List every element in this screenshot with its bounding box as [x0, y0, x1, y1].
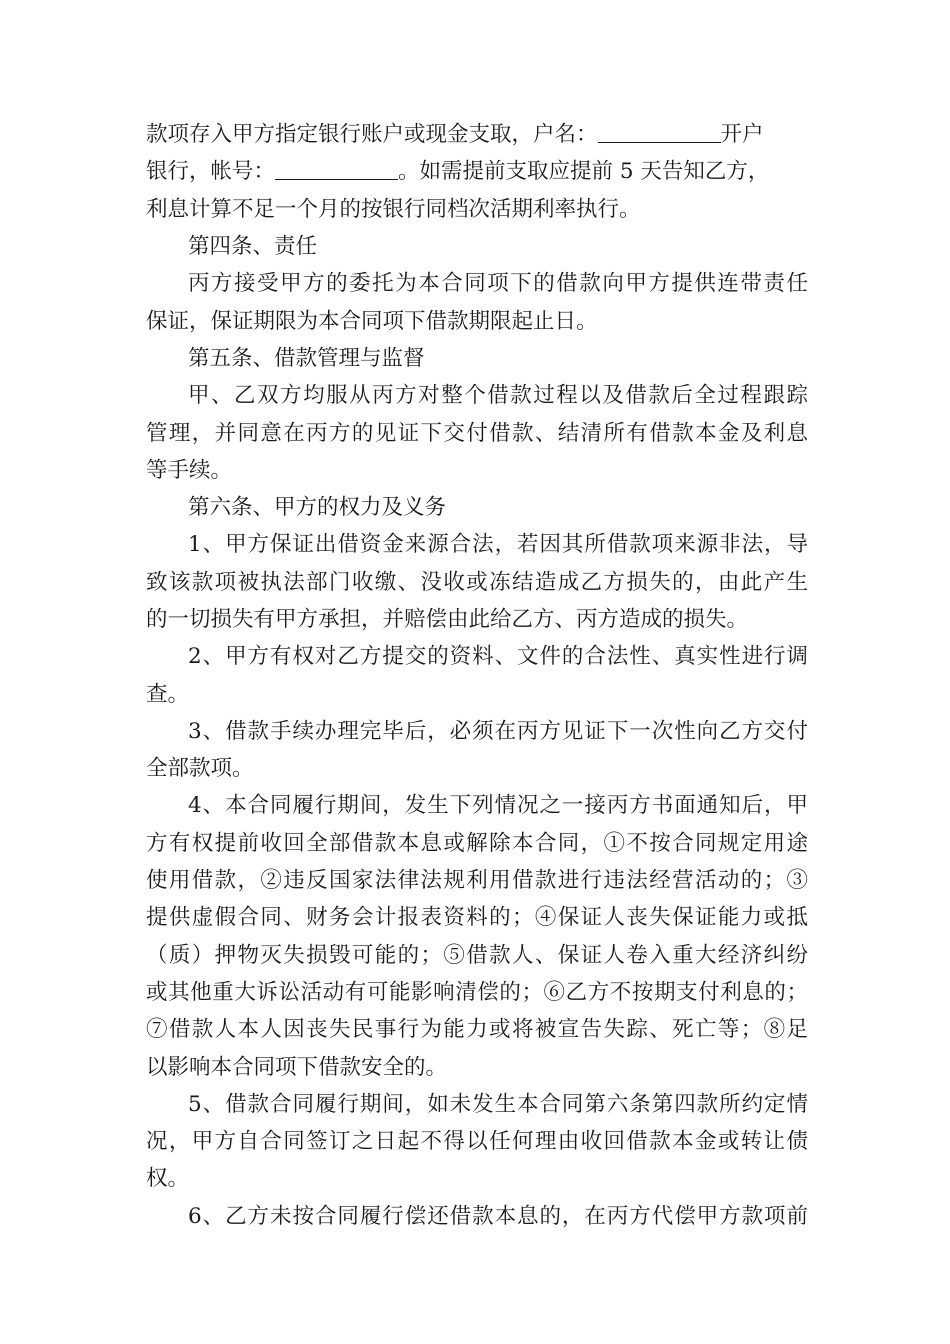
account-name-blank: [598, 122, 721, 143]
text-line: 4、本合同履行期间，发生下列情况之一接丙方书面通知后，甲: [188, 793, 808, 818]
text-line: 1、甲方保证出借资金来源合法，若因其所借款项来源非法，导: [188, 532, 808, 557]
text-line: 2、甲方有权对乙方提交的资料、文件的合法性、真实性进行调: [188, 644, 808, 669]
text-line: 况，甲方自合同签订之日起不得以任何理由收回借款本金或转让债: [146, 1129, 808, 1154]
text-line: 利息计算不足一个月的按银行同档次活期利率执行。: [146, 197, 641, 222]
text-line: 5、借款合同履行期间，如未发生本合同第六条第四款所约定情: [188, 1092, 808, 1117]
text-line: 丙方接受甲方的委托为本合同项下的借款向甲方提供连带责任: [188, 271, 808, 296]
text-line: 致该款项被执法部门收缴、没收或冻结造成乙方损失的，由此产生: [146, 570, 808, 595]
text-line: 等手续。: [146, 458, 233, 483]
section-heading: 第五条、借款管理与监督: [188, 346, 425, 371]
text-line: 6、乙方未按合同履行偿还借款本息的，在丙方代偿甲方款项前: [188, 1204, 808, 1229]
text-line: 全部款项。: [146, 756, 254, 781]
text-line: 3、借款手续办理完毕后，必须在丙方见证下一次性向乙方交付: [188, 719, 808, 744]
text-line: 银行，帐号： 。如需提前支取应提前 5 天告知乙方，: [146, 159, 770, 184]
text-line: 管理，并同意在丙方的见证下交付借款、结清所有借款本金及利息: [146, 421, 808, 446]
text-line: 保证，保证期限为本合同项下借款期限起止日。: [146, 309, 598, 334]
text-line: ⑦借款人本人因丧失民事行为能力或将被宣告失踪、死亡等；⑧足: [146, 1017, 808, 1042]
text-line: 权。: [146, 1166, 190, 1191]
section-heading: 第六条、甲方的权力及义务: [188, 495, 447, 520]
account-number-blank: [275, 159, 398, 180]
text-line: 款项存入甲方指定银行账户或现金支取，户名： 开户: [146, 122, 764, 147]
text-line: 方有权提前收回全部借款本息或解除本合同，①不按合同规定用途: [146, 831, 808, 856]
text-line: 以影响本合同项下借款安全的。: [146, 1055, 448, 1080]
text-line: 甲、乙双方均服从丙方对整个借款过程以及借款后全过程跟踪: [188, 383, 808, 408]
section-heading: 第四条、责任: [188, 234, 318, 259]
text-line: （质）押物灭失损毁可能的；⑤借款人、保证人卷入重大经济纠纷: [146, 943, 808, 968]
text-line: 的一切损失有甲方承担，并赔偿由此给乙方、丙方造成的损失。: [146, 607, 749, 632]
text-line: 查。: [146, 682, 190, 707]
text-line: 或其他重大诉讼活动有可能影响清偿的；⑥乙方不按期支付利息的；: [146, 980, 808, 1005]
text-line: 使用借款，②违反国家法律法规利用借款进行违法经营活动的；③: [146, 868, 808, 893]
text-line: 提供虚假合同、财务会计报表资料的；④保证人丧失保证能力或抵: [146, 905, 808, 930]
